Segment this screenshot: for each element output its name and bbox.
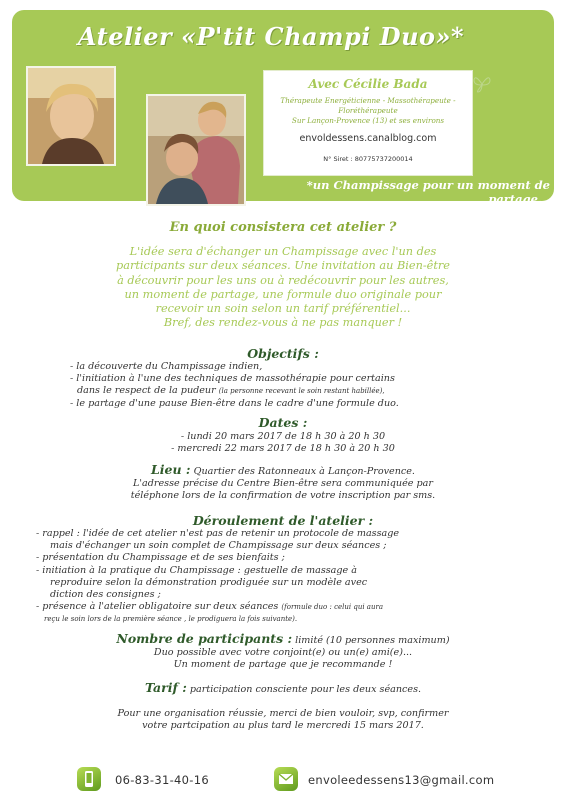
lieu-line (0, 464, 566, 478)
list-item: - la découverte du Champissage indien, (70, 361, 263, 372)
lieu-detail: téléphone lors de la confirmation de votre inscription par sms. (130, 490, 436, 502)
lieu-place: Quartier des Ratonneaux à Lançon-Provence. (193, 466, 415, 477)
tarif-section (0, 682, 566, 696)
lieu-detail: L'adresse précise du Centre Bien-être sera communiquée par (133, 478, 433, 490)
list-item: - le partage d'une pause Bien-être dans le cadre d'une formule duo. (70, 397, 399, 409)
phone-icon (77, 767, 101, 791)
siret-number: N° Siret : 80775737200014 (323, 155, 413, 163)
list-item-text: - présence à l'atelier obligatoire sur deux séances (36, 601, 279, 613)
therapist-roles (268, 96, 468, 126)
photo-portrait (26, 66, 116, 166)
page-title: Atelier «P'tit Champi Duo»* (77, 22, 465, 51)
participants-detail: Un moment de partage que je recommande ! (173, 659, 393, 671)
butterfly-icon (472, 72, 492, 94)
list-item: - initiation à la pratique du Champissage : gestuelle de massage à (36, 564, 357, 576)
therapist-name: Avec Cécilie Bada (308, 77, 428, 91)
list-item-note: (la personne recevant le soin restant habillée), (218, 387, 385, 396)
email-address[interactable]: envoleedessens13@gmail.com (308, 773, 495, 787)
list-item: - rappel : l'idée de cet atelier n'est pas de retenir un protocole de massage (36, 528, 400, 539)
website-link[interactable]: envoldessens.canalblog.com (299, 133, 437, 144)
deroulement-list (36, 528, 399, 626)
list-item: - présentation du Champissage et de ses bienfaits ; (36, 552, 285, 564)
list-item-note: reçu le soin lors de la première séance , le prodiguera la fois suivante). (44, 615, 298, 624)
lieu-heading: Lieu : (151, 462, 191, 477)
photo-champissage (146, 94, 246, 206)
dates-list (0, 431, 566, 455)
closing-line: votre partcipation au plus tard le mercredi 15 mars 2017. (142, 720, 424, 732)
dates-heading: Dates : (258, 415, 308, 430)
list-item (36, 601, 399, 613)
roles-line: Thérapeute Energéticienne - Massothérapeute - Floréthérapeute (280, 96, 456, 115)
date-item: - lundi 20 mars 2017 de 18 h 30 à 20 h 30 (180, 431, 386, 442)
phone-number[interactable]: 06-83-31-40-16 (115, 773, 209, 787)
location-line: Sur Lançon-Provence (13) et ses environs (291, 116, 445, 125)
list-item: diction des consignes ; (50, 589, 161, 601)
list-item-text: dans le respect de la pudeur (77, 385, 216, 397)
list-item-note: (formule duo : celui qui aura (281, 603, 383, 612)
participants-heading: Nombre de participants : (116, 631, 293, 646)
intro-line: recevoir un soin selon un tarif préférentiel... (155, 302, 411, 316)
date-item: - mercredi 22 mars 2017 de 18 h 30 à 20 h 30 (171, 443, 395, 455)
intro-line: un moment de partage, une formule duo originale pour (124, 287, 442, 301)
objectifs-heading: Objectifs : (247, 346, 319, 361)
email-icon (274, 767, 298, 791)
tarif-heading: Tarif : (144, 680, 187, 695)
intro-line: à découvrir pour les uns ou à redécouvrir pour les autres, (117, 273, 449, 287)
intro-line: L'idée sera d'échanger un Champissage avec l'un des (129, 245, 437, 258)
closing-note (0, 708, 566, 732)
list-item: - l'initiation à l'une des techniques de massothérapie pour certains (70, 373, 395, 385)
tagline: *un Champissage pour un moment de partage... (306, 178, 550, 206)
tarif-line (0, 682, 566, 696)
list-item (70, 385, 399, 397)
participants-limit: limité (10 personnes maximum) (295, 635, 450, 646)
participants-section (0, 633, 566, 672)
intro-line: Bref, des rendez-vous à ne pas manquer ! (163, 316, 403, 330)
lieu-section (0, 464, 566, 503)
participants-detail: Duo possible avec votre conjoint(e) ou un(e) ami(e)... (153, 647, 413, 659)
contact-card (263, 70, 473, 176)
intro-line: participants sur deux séances. Une invitation au Bien-être (116, 259, 450, 273)
closing-line: Pour une organisation réussie, merci de bien vouloir, svp, confirmer (117, 708, 449, 719)
deroulement-heading: Déroulement de l'atelier : (192, 513, 374, 528)
participants-line (0, 633, 566, 647)
list-item: reproduire selon la démonstration prodiguée sur un modèle avec (50, 576, 368, 588)
section-question: En quoi consistera cet atelier ? (169, 220, 397, 235)
objectifs-list (70, 361, 399, 410)
intro-paragraph (40, 245, 526, 331)
list-item: mais d'échanger un soin complet de Champissage sur deux séances ; (50, 540, 387, 552)
tarif-text: participation consciente pour les deux séances. (189, 684, 422, 695)
